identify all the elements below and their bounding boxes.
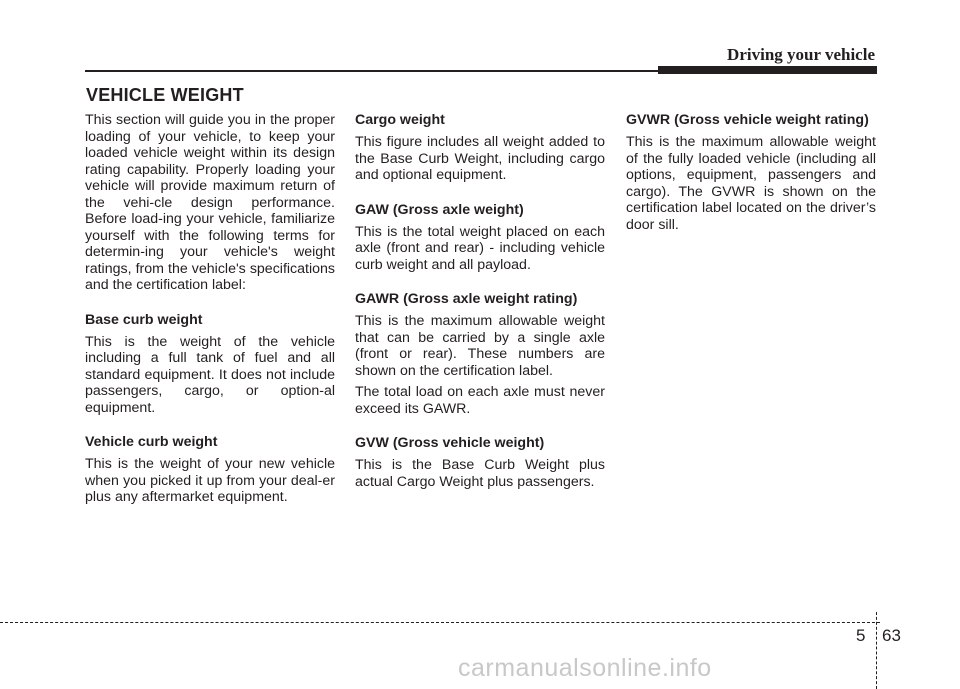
- base-curb-weight-heading: Base curb weight: [85, 311, 203, 328]
- column-1: [85, 112, 335, 524]
- column-2: [355, 112, 605, 508]
- gvw-text: This is the Base Curb Weight plus actual Cargo Weight plus passengers.: [355, 457, 605, 490]
- section-title: VEHICLE WEIGHT: [86, 85, 244, 105]
- gawr-heading: GAWR (Gross axle weight rating): [355, 291, 578, 307]
- gawr-text-1: This is the maximum allowable weight that can be carried by a single axle (front or rear). These numbers are shown on the certification label.: [355, 313, 605, 379]
- footer-rule: [0, 622, 880, 623]
- header-rule: [85, 70, 660, 72]
- column-3: [626, 112, 876, 251]
- gvw-heading: GVW (Gross vehicle weight): [355, 435, 545, 451]
- chapter-title: Driving your vehicle: [727, 45, 875, 64]
- header-bar: [658, 66, 877, 74]
- gvwr-text: This is the maximum allowable weight of the fully loaded vehicle (including all options, equipment, passengers and cargo). The GVWR is shown on the certification label located on the driver’s door sill.: [626, 134, 876, 233]
- intro-paragraph: This section will guide you in the proper loading of your vehicle, to keep your loaded vehicle weight within its design rating capability. Properly loading your vehicle will provide maximum return of the vehi-cle design performance. Before load-ing your vehicle, familiarize yourself with the following terms for determin-ing your vehicle's weight ratings, from the vehicle's specifications and the certification label:: [85, 112, 335, 293]
- page-number: 63: [882, 626, 901, 645]
- watermark: carmanualsonline.info: [458, 654, 712, 682]
- chapter-number: 5: [856, 626, 866, 645]
- base-curb-weight-text: This is the weight of the vehicle including a full tank of fuel and all standard equipment. It does not include passengers, cargo, or option-al equipment.: [85, 333, 335, 416]
- gvwr-heading: GVWR (Gross vehicle weight rating): [626, 112, 869, 128]
- cargo-weight-text: This figure includes all weight added to the Base Curb Weight, including cargo and optional equipment.: [355, 134, 605, 183]
- gawr-text-2: The total load on each axle must never exceed its GAWR.: [355, 384, 605, 417]
- vehicle-curb-weight-heading: Vehicle curb weight: [85, 434, 218, 450]
- gaw-text: This is the total weight placed on each axle (front and rear) - including vehicle curb weight and all payload.: [355, 223, 605, 273]
- footer-divider: [876, 612, 877, 689]
- vehicle-curb-weight-text: This is the weight of your new vehicle when you picked it up from your deal-er plus any aftermarket equipment.: [85, 456, 335, 505]
- gaw-heading: GAW (Gross axle weight): [355, 201, 524, 218]
- cargo-weight-heading: Cargo weight: [355, 112, 445, 128]
